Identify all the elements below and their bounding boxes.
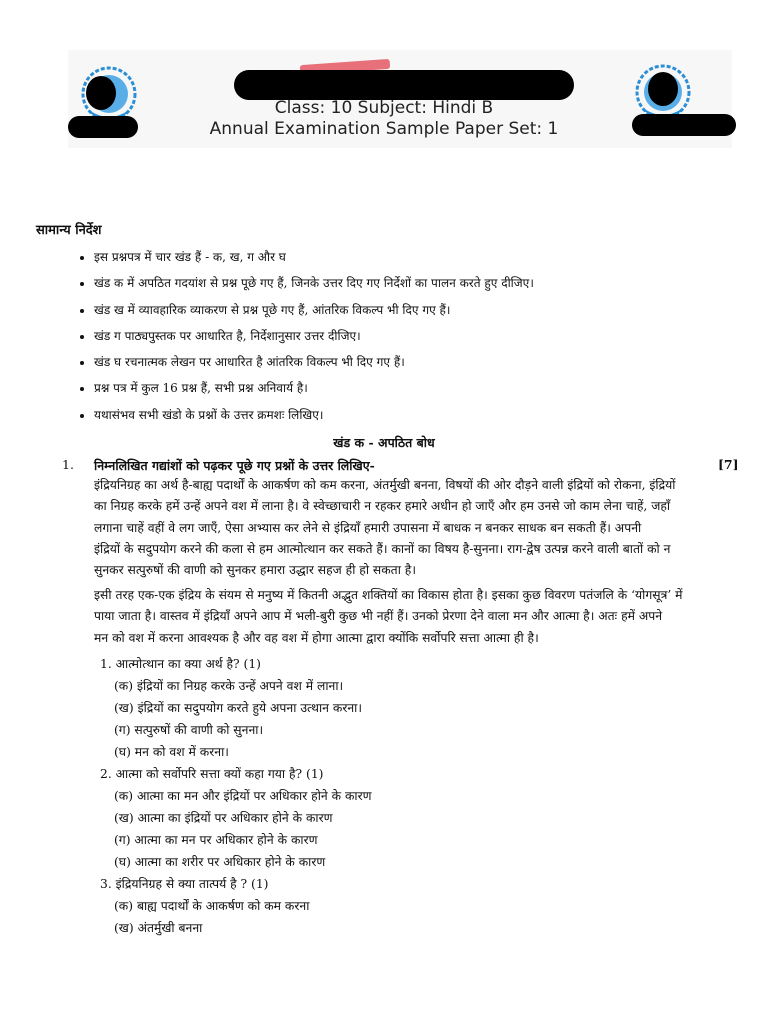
answer-option: (घ) आत्मा का शरीर पर अधिकार होने के कारण: [114, 855, 326, 869]
question-marks: [7]: [718, 457, 739, 472]
instruction-item: • खंड ग पाठ्यपुस्तक पर आधारित है, निर्देशानुसार उत्तर दीजिए।: [94, 323, 714, 349]
passage-paragraph-2: [94, 585, 710, 649]
instruction-item: • यथासंभव सभी खंडो के प्रश्नों के उत्तर क्रमशः लिखिए।: [94, 402, 714, 428]
passage-paragraph-1: [94, 475, 710, 581]
general-instructions-list: [76, 244, 714, 428]
answer-option: (क) इंद्रियों का निग्रह करके उन्हें अपने वश में लाना।: [114, 679, 344, 693]
section-a-heading: खंड क - अपठित बोध: [333, 435, 435, 450]
passage-line: इंद्रियों के सदुपयोग करने की कला से हम आत्मोत्थान कर सकते हैं। कानों का विषय है-सुनना। राग-द्वेष उत्पन्न करने वाली बातों को न: [94, 541, 671, 556]
instruction-item: • प्रश्न पत्र में कुल 16 प्रश्न हैं, सभी प्रश्न अनिवार्य है।: [94, 375, 714, 401]
answer-option: (क) आत्मा का मन और इंद्रियों पर अधिकार होने के कारण: [114, 789, 372, 803]
answer-option: (ग) आत्मा का मन पर अधिकार होने के कारण: [114, 833, 318, 847]
general-instructions-title: सामान्य निर्देश: [36, 223, 102, 238]
sub-question: 2. आत्मा को सर्वोपरि सत्ता क्यों कहा गया है? (1): [100, 767, 324, 781]
answer-option: (ग) सत्पुरुषों की वाणी को सुनना।: [114, 723, 264, 737]
sub-question: 3. इंद्रियनिग्रह से क्या तात्पर्य है ? (1): [100, 877, 269, 891]
answer-option: (ख) अंतर्मुखी बनना: [114, 921, 203, 935]
instruction-item: • इस प्रश्नपत्र में चार खंड हैं - क, ख, ग और घ: [94, 244, 714, 270]
passage-line: पाया जाता है। वास्तव में इंद्रियाँ अपने आप में भली-बुरी कुछ भी नहीं हैं। उनको प्रेरणा देने वाला मन और आत्मा है। अतः हमें अपने: [94, 609, 663, 624]
header-class-subject: Class: 10 Subject: Hindi B: [274, 98, 494, 118]
answer-option: (घ) मन को वश में करना।: [114, 745, 229, 759]
passage-line: इसी तरह एक-एक इंद्रिय के संयम से मनुष्य में कितनी अद्भुत शक्तियों का विकास होता है। इसका कुछ विवरण पतंजलि के ‘योगसूत्र’ में: [94, 588, 683, 602]
question-title: निम्नलिखित गद्यांशों को पढ़कर पूछे गए प्रश्नों के उत्तर लिखिए-: [94, 458, 375, 473]
passage-line: इंद्रियनिग्रह का अर्थ है-बाह्य पदार्थों के आकर्षण को कम करना, अंतर्मुखी बनना, विषयों की ओर दौड़ने वाली इंद्रियों को रोकना, इंद्रियों: [94, 478, 676, 492]
passage-line: सुनकर सत्पुरुषों की वाणी को सुनकर हमारा उद्धार सहज ही हो सकता है।: [94, 563, 416, 578]
answer-option: (क) बाह्य पदार्थों के आकर्षण को कम करना: [114, 899, 310, 913]
sub-question: 1. आत्मोत्थान का क्या अर्थ है? (1): [100, 657, 261, 671]
instruction-item: • खंड क में अपठित गदयांश से प्रश्न पूछे गए हैं, जिनके उत्तर दिए गए निर्देशों का पालन करते हुए दीजिए।: [94, 270, 714, 296]
question-number: 1.: [62, 457, 74, 472]
header-exam-title: Annual Examination Sample Paper Set: 1: [209, 119, 559, 139]
answer-option: (ख) इंद्रियों का सदुपयोग करते हुये अपना उत्थान करना।: [114, 701, 363, 715]
passage-line: लगाना चाहें वहीं वे लग जाएँ, ऐसा अभ्यास कर लेने से इंद्रियाँ हमारी उपासना में बाधक न बनकर साधक बन सकती हैं। अपनी: [94, 520, 642, 535]
instruction-item: • खंड घ रचनात्मक लेखन पर आधारित है आंतरिक विकल्प भी दिए गए हैं।: [94, 349, 714, 375]
passage-line: मन को वश में करना आवश्यक है और वह वश में होगा आत्मा द्वारा क्योंकि सर्वोपरि सत्ता आत्मा ही है।: [94, 630, 539, 645]
passage-line: का निग्रह करके हमें उन्हें अपने वश में लाना है। वे स्वेच्छाचारी न रहकर हमारे अधीन हो जाएँ और हम उनसे जो काम लेना चाहें, जहाँ: [94, 499, 671, 514]
answer-option: (ख) आत्मा का इंद्रियों पर अधिकार होने के कारण: [114, 811, 333, 825]
instruction-item: • खंड ख में व्यावहारिक व्याकरण से प्रश्न पूछे गए हैं, आंतरिक विकल्प भी दिए गए हैं।: [94, 297, 714, 323]
redaction-school-name: [234, 70, 574, 100]
